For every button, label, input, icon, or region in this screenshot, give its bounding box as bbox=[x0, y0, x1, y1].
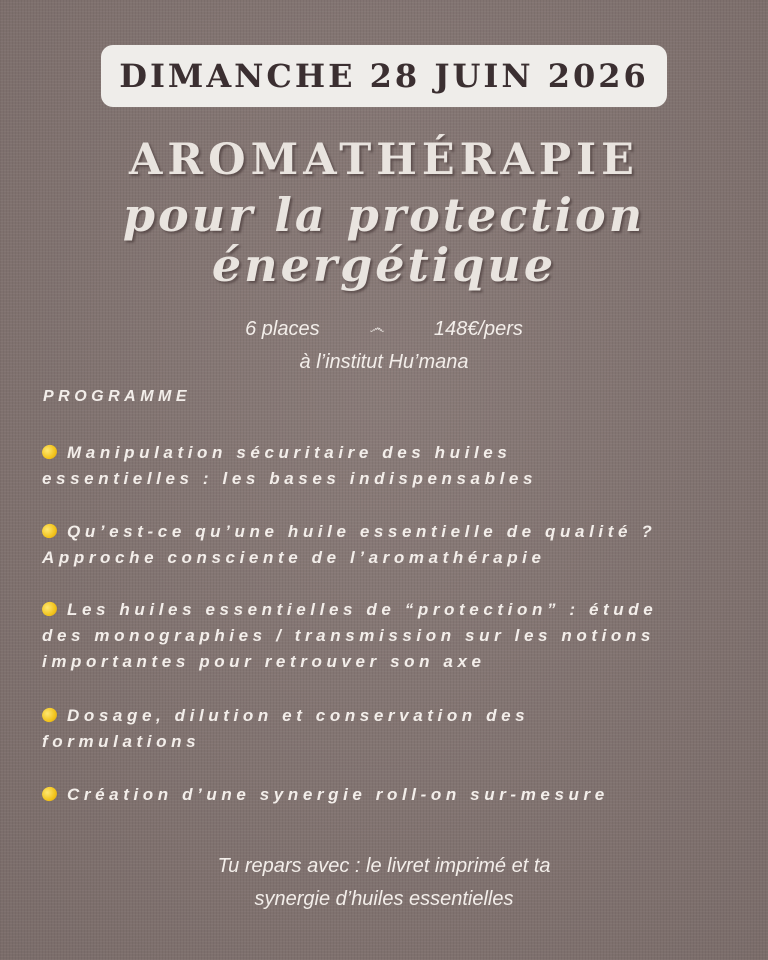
programme-item-text: formulations bbox=[42, 732, 201, 751]
programme-item bbox=[42, 440, 742, 492]
venue: à l’institut Hu’mana bbox=[299, 351, 469, 373]
programme-item-text: Création d’une synergie roll-on sur-mesure bbox=[67, 785, 609, 804]
lemon-icon bbox=[40, 443, 59, 461]
programme-item-text: des monographies / transmission sur les notions bbox=[42, 626, 655, 645]
event-date: DIMANCHE 28 JUIN 2026 bbox=[119, 57, 649, 95]
programme-item bbox=[42, 782, 742, 808]
places-count: 6 places bbox=[245, 318, 320, 340]
programme-item-text: importantes pour retrouver son axe bbox=[42, 652, 486, 671]
programme-item-text: Qu’est-ce qu’une huile essentielle de qualité ? bbox=[67, 522, 657, 541]
programme-heading: PROGRAMME bbox=[43, 388, 192, 405]
programme-item bbox=[42, 519, 742, 571]
event-subtitle-line2: énergétique bbox=[211, 238, 557, 292]
lemon-icon bbox=[40, 600, 59, 618]
programme-item-text: Les huiles essentielles de “protection” : étude bbox=[67, 600, 658, 619]
event-title: AROMATHÉRAPIE bbox=[129, 135, 639, 185]
swirl-icon: ෴ bbox=[369, 320, 385, 337]
programme-item-text: Approche consciente de l’aromathérapie bbox=[42, 548, 546, 567]
programme-item-text: essentielles : les bases indispensables bbox=[42, 469, 538, 488]
footer-line2: synergie d’huiles essentielles bbox=[254, 888, 514, 910]
programme-item bbox=[42, 703, 742, 755]
lemon-icon bbox=[40, 785, 59, 803]
lemon-icon bbox=[40, 522, 59, 540]
programme-item-text: Manipulation sécuritaire des huiles bbox=[67, 443, 512, 462]
lemon-icon bbox=[40, 706, 59, 724]
programme-item-text: Dosage, dilution et conservation des bbox=[67, 706, 530, 725]
date-badge bbox=[101, 45, 667, 107]
footer-line1: Tu repars avec : le livret imprimé et ta bbox=[217, 855, 551, 877]
price: 148€/pers bbox=[433, 318, 523, 340]
event-info-row bbox=[0, 318, 768, 341]
programme-item bbox=[42, 597, 742, 675]
event-subtitle-line1: pour la protection bbox=[122, 188, 646, 242]
